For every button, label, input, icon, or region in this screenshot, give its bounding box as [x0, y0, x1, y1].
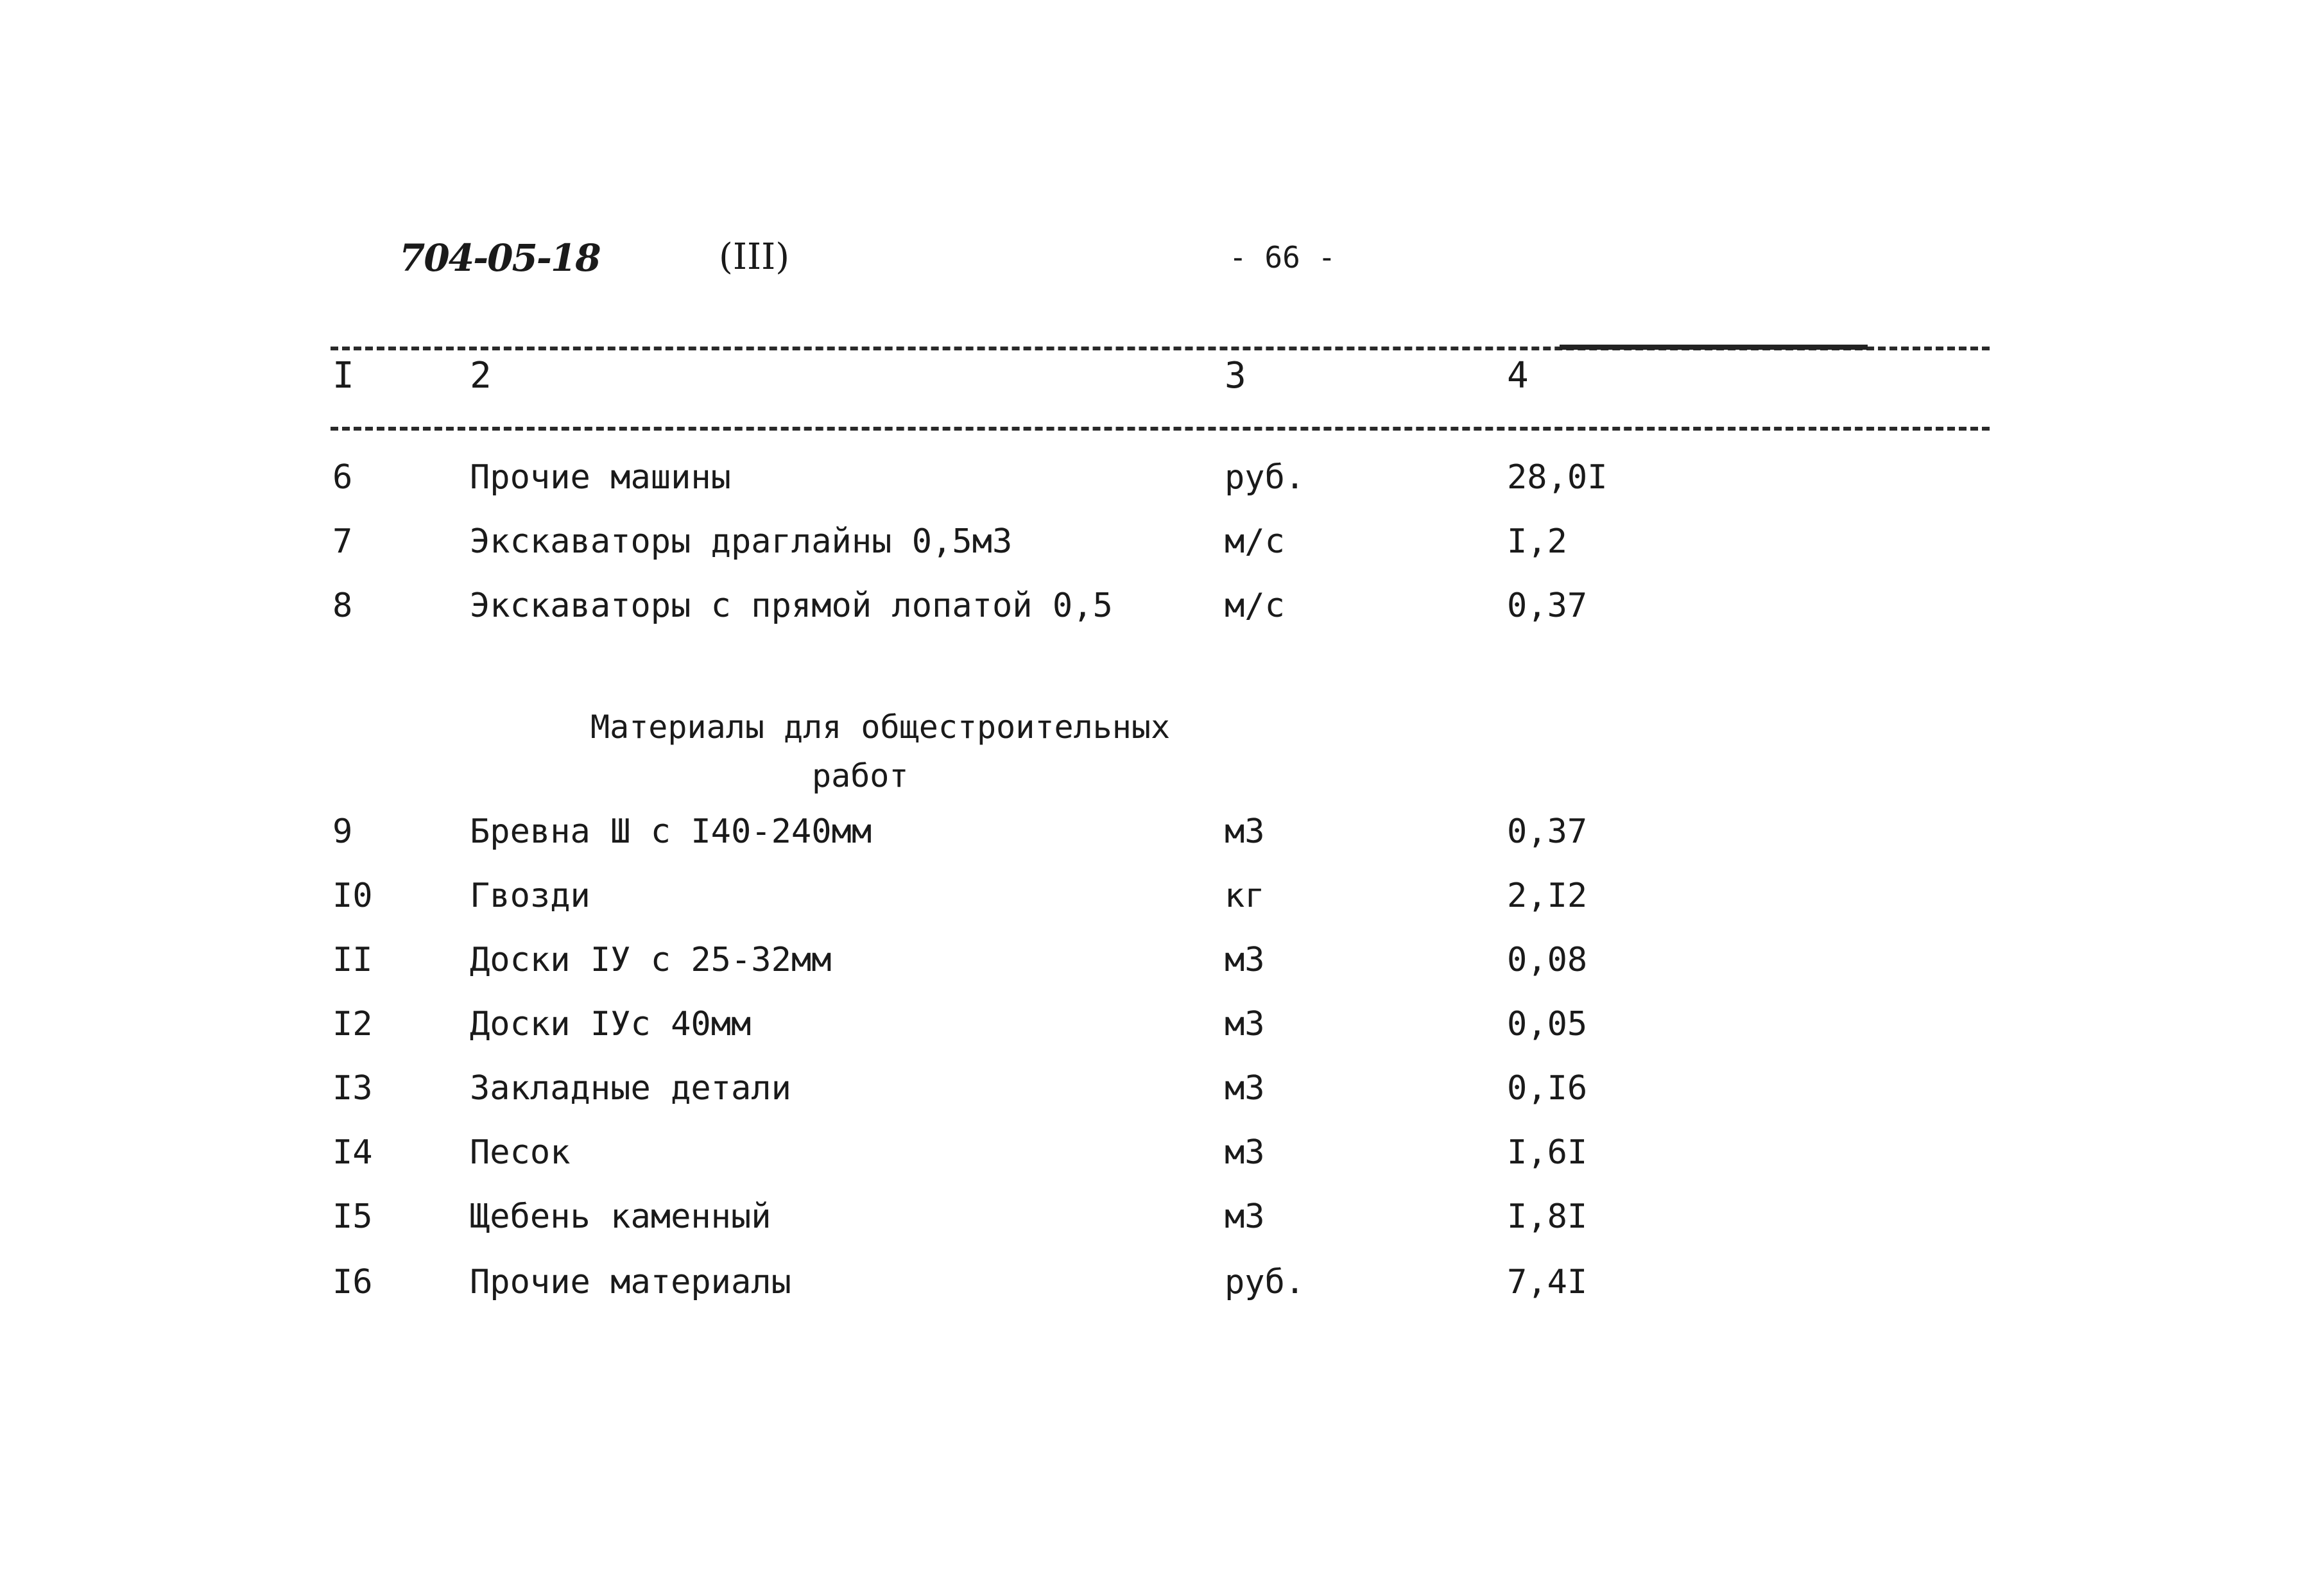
row-unit: м3 [1225, 1069, 1265, 1108]
row-value: 0,37 [1507, 812, 1588, 851]
row-unit: м3 [1225, 1133, 1265, 1172]
row-name: Экскаваторы с прямой лопатой 0,5 [470, 587, 1113, 625]
row-name: Закладные детали [470, 1069, 791, 1108]
row-unit: м/с [1225, 522, 1285, 561]
row-name: Прочие материалы [470, 1263, 791, 1301]
row-number: II [332, 941, 373, 979]
row-unit: м3 [1225, 941, 1265, 979]
row-value: 0,08 [1507, 941, 1588, 979]
document-part: (III) [719, 236, 790, 278]
row-number: I0 [332, 877, 373, 915]
row-value: I,8I [1507, 1197, 1588, 1236]
row-unit: м3 [1225, 812, 1265, 851]
row-value: 0,37 [1507, 587, 1588, 625]
table-header-rule [331, 427, 1990, 431]
row-value: 0,05 [1507, 1005, 1588, 1043]
row-number: 6 [332, 458, 353, 497]
row-unit: кг [1225, 877, 1265, 915]
row-name: Бревна Ш с I40-240мм [470, 812, 872, 851]
row-unit: руб. [1225, 458, 1305, 497]
page-number: - 66 - [1229, 240, 1336, 275]
column-header-4: 4 [1507, 355, 1529, 397]
row-value: 28,0I [1507, 458, 1608, 497]
column-header-1: I [332, 355, 354, 397]
row-value: I,6I [1507, 1133, 1588, 1172]
row-name: Доски IУс 40мм [470, 1005, 752, 1043]
row-unit: руб. [1225, 1263, 1305, 1301]
row-value: 2,I2 [1507, 877, 1588, 915]
row-value: 7,4I [1507, 1263, 1588, 1301]
row-name: Песок [470, 1133, 571, 1172]
column-header-2: 2 [470, 355, 492, 397]
row-number: I6 [332, 1263, 373, 1301]
row-number: 7 [332, 522, 353, 561]
row-number: 8 [332, 587, 353, 625]
row-number: I3 [332, 1069, 373, 1108]
row-value: I,2 [1507, 522, 1567, 561]
row-number: I4 [332, 1133, 373, 1172]
section-heading [590, 703, 1200, 800]
row-name: Доски IУ с 25-32мм [470, 941, 832, 979]
row-value: 0,I6 [1507, 1069, 1588, 1108]
row-number: I2 [332, 1005, 373, 1043]
row-name: Экскаваторы драглайны 0,5м3 [470, 522, 1013, 561]
table-top-rule-solid-segment [1560, 345, 1868, 350]
column-header-3: 3 [1225, 355, 1246, 397]
section-heading-line-1: Материалы для общестроительных [590, 708, 1171, 746]
section-heading-line-2: работ [812, 757, 909, 794]
row-unit: м3 [1225, 1005, 1265, 1043]
row-unit: м/с [1225, 587, 1285, 625]
row-name: Гвозди [470, 877, 590, 915]
row-name: Щебень каменный [470, 1197, 771, 1236]
row-name: Прочие машины [470, 458, 731, 497]
row-unit: м3 [1225, 1197, 1265, 1236]
document-code: 704-05-18 [399, 236, 600, 280]
row-number: 9 [332, 812, 353, 851]
row-number: I5 [332, 1197, 373, 1236]
